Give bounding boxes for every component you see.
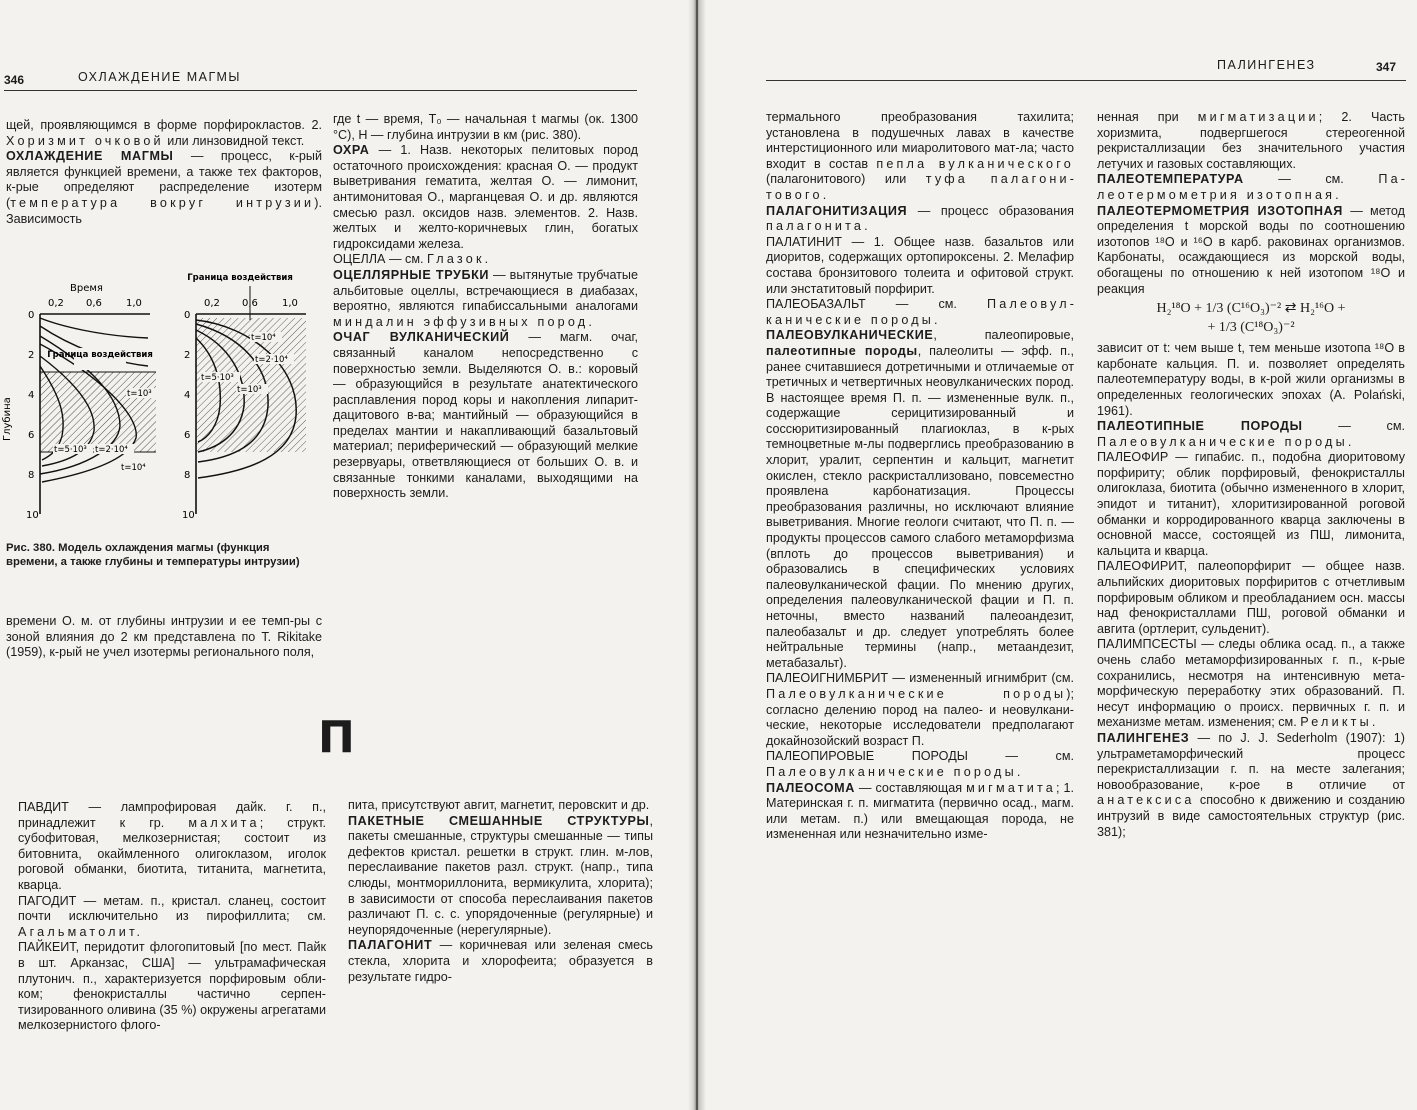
entry-text: ненная при xyxy=(1097,110,1198,124)
panel-left-ylabel: Глубина xyxy=(2,397,13,441)
cross-reference: температура вокруг интрузии xyxy=(10,195,315,210)
cross-reference: Хоризмит очковой xyxy=(6,133,164,148)
formula-line-2: + 1/3 (C¹⁸O₃)⁻² xyxy=(1207,320,1295,336)
tick-label: 1,0 xyxy=(126,298,142,309)
entry-text: ). Зависимость xyxy=(6,195,322,226)
entry-text: — по J. J. Sederholm (1907): 1) ультраметаморфический процесс перекристаллизации г. п. на месте залегания; новообразование, к-рое в отличие от xyxy=(1097,730,1405,792)
dictionary-entry xyxy=(6,118,322,149)
tick-label: 2 xyxy=(184,350,191,361)
figure-380 xyxy=(0,266,330,536)
dictionary-entry xyxy=(1097,450,1405,559)
header-rule xyxy=(4,90,637,91)
headword: ОХРА xyxy=(333,143,370,158)
headword: ПАКЕТНЫЕ СМЕШАННЫЕ СТРУКТУРЫ xyxy=(348,813,650,828)
headword: ПАЛАГОНИТИЗАЦИЯ xyxy=(766,203,908,218)
dictionary-entry xyxy=(333,330,638,502)
curve-label: t=5·10³ xyxy=(201,373,234,383)
entry-text: ПАЛЕОИГНИМБРИТ — измененный игнимбрит (см. xyxy=(766,671,1074,686)
entry-text: — процесс, к-рый является функцией времени, а также тех факторов, к-рые определяют распределение изотерм ( xyxy=(6,149,323,210)
boundary-label: Граница воздействия xyxy=(47,350,153,360)
tick-label: 4 xyxy=(184,390,191,401)
entry-text: ; структ. субофитовая, мелкозернистая; состоит из битовнита, окаймленного олигоклазом, иголок роговой обманки, биотита, титанита, магнетита, кварца. xyxy=(18,815,326,892)
running-head: ПАЛИНГЕНЕЗ xyxy=(1217,58,1316,72)
entry-text: где t — время, T₀ — начальная t магмы (ок. 1300 °C), H — глубина интрузии в км (рис. 380). xyxy=(333,112,638,142)
dictionary-entry xyxy=(333,143,638,252)
dictionary-entry xyxy=(766,297,1074,328)
cross-reference: Палеовулканические породы. xyxy=(1097,434,1355,449)
dictionary-entry xyxy=(333,268,638,330)
curve-label: t=10⁴ xyxy=(121,463,146,473)
entry-text: — магм. очаг, связанный каналом непосредственно с поверхностью земли. Выделяются О. в.: коровый — образующийся в результате анатектического расплавления пород коры и накопления липаритдацитового в-ва; мантийный — образующийся в пределах мантии и накапливающий базальтовый материал; периферический — образующий мелкие резервуары, ответвляющиеся от больших О. в. и связанные тонкими каналами, выходящими на поверхность земли. xyxy=(333,330,638,501)
entry-text: зависит от t: чем выше t, тем меньше изотопа ¹⁸O в карбонате кальция. П. и. позволяет определять палеотемпературу воды, в к-рой жили организмы в определенных геологических эпохах (A. Polański, 1961). xyxy=(1097,341,1405,418)
entry-text: — процесс образования xyxy=(907,203,1074,218)
tick-label: 8 xyxy=(28,470,35,481)
tick-label: 0,6 xyxy=(86,298,102,309)
column-left-2 xyxy=(333,112,638,502)
gutter-line xyxy=(696,0,698,1110)
tick-label: 2 xyxy=(28,350,35,361)
dictionary-entry xyxy=(766,110,1074,204)
curve-label: t=10³ xyxy=(127,389,152,399)
entry-text: ; 1. Материнская г. п. мигматита (первично осад., магм. или метам. п.) или вмещающая порода, не измененная или незначительно изме- xyxy=(766,780,1074,842)
entry-text: способно к движению и созданию интрузий в виде самостоятельных структур (рис. 381); xyxy=(1097,793,1405,839)
headword: ПАЛЕОТЕМПЕРАТУРА xyxy=(1097,172,1244,187)
cross-reference: малхита xyxy=(188,815,260,830)
column-right-2-after-formula xyxy=(1097,341,1405,840)
cross-reference: Палеотермометрия изотопная. xyxy=(1097,172,1405,202)
entry-text: ПАГОДИТ — метам. п., кристал. сланец, состоит почти исключительно из пирофиллита; см. xyxy=(18,893,326,924)
entry-text: ; 2. Часть хоризмита, подвергшегося стереогенной рекристаллизации без значительного участия летучих и газовых составляющих. xyxy=(1097,110,1405,171)
cross-reference: Палеовулканические породы. xyxy=(766,297,1074,327)
tick-label: 0,2 xyxy=(48,298,64,309)
curve-label: t=10⁴ xyxy=(251,333,276,343)
entry-text: ПАЛЕОФИР — гипабис. п., подобна диоритовому порфириту; облик порфировый, фенокристаллы олигоклаза, биотита (обычно измененного в хлорит, эпидот и титанит), хлоритизированной роговой обманки и корродированного кварца заключены в основной массе, состоящей из ПШ, лимонита, кальцита и кварца. xyxy=(1097,450,1405,558)
dictionary-entry xyxy=(766,749,1074,780)
header-rule xyxy=(766,80,1406,81)
section-letter: П xyxy=(318,712,355,763)
dictionary-entry xyxy=(1097,110,1405,172)
dictionary-entry xyxy=(18,940,326,1034)
entry-text: или линзовидной текст. xyxy=(163,133,305,148)
tick-label: 6 xyxy=(184,430,191,441)
entry-text: , палеолиты — эфф. п., ранее считавшиеся дотретичными и отличаемые от третичных и четвертичных неовулканических пород. В настоящее время П. п. — измененные вулк. п., содержащие серицитизированный и соссюритизированный плагиоклаз, в к-рых темноцветные м-лы подверглись преобразованию в хлорит, уралит, серпентин и кальцит, магнетит окислен, стекло раскристаллизовано, повсеместно проявлена карбонатизация. Процессы преобразования различны, но исключают влияние выветривания. Многие геологи считают, что П. п. — продукты процессов самого слабого метаморфизма (вплоть до процессов выветривания) и образовались в специфических условиях палеовулканической фации. По мнению других, определения палеовулканической фации и П. п. неточны, вместо названий палеоандезит, палеобазальт и др. следует употреблять более нейтральные термины (напр., метаандезит, метабазальт). xyxy=(766,343,1074,670)
tick-label: 0,6 xyxy=(242,298,258,309)
dictionary-entry xyxy=(348,814,653,939)
cross-reference: мигматизации xyxy=(1197,110,1319,124)
dictionary-entry xyxy=(333,252,638,268)
cross-reference: Реликты. xyxy=(1300,715,1379,730)
dictionary-entry xyxy=(766,671,1074,749)
cross-reference: Агальматолит. xyxy=(18,924,144,939)
entry-text: ОЦЕЛЛА — см. xyxy=(333,252,427,267)
headword: ОЦЕЛЛЯРНЫЕ ТРУБКИ xyxy=(333,267,490,282)
entry-text: — составляющая xyxy=(854,780,967,795)
dictionary-entry xyxy=(766,235,1074,297)
cross-reference: миндалин эффузивных пород. xyxy=(333,314,596,329)
figure-panel-right xyxy=(182,273,306,521)
tick-label: 10 xyxy=(26,510,39,521)
tick-label: 8 xyxy=(184,470,191,481)
dictionary-entry xyxy=(333,112,638,143)
dictionary-entry xyxy=(1097,731,1405,840)
dictionary-entry xyxy=(766,781,1074,843)
entry-text: — коричневая или зеленая смесь стекла, хлорита и хлорофеита; образуется в результате гидро- xyxy=(348,938,653,984)
curve-label: t=5·10³ xyxy=(54,445,87,455)
panel-left-xlabel: Время xyxy=(70,283,103,294)
cross-reference: туфа палагонитового. xyxy=(766,172,1074,202)
dictionary-entry xyxy=(1097,204,1405,298)
dictionary-entry xyxy=(1097,172,1405,203)
entry-text: , палеопировые, xyxy=(933,328,1074,343)
headword: ОЧАГ ВУЛКАНИЧЕСКИЙ xyxy=(333,330,510,345)
entry-text: — см. xyxy=(1302,419,1406,434)
page-number: 346 xyxy=(4,73,25,87)
headword: ПАЛЕОТИПНЫЕ ПОРОДЫ xyxy=(1097,419,1303,434)
column-left-1-p xyxy=(18,800,326,1034)
dictionary-entry xyxy=(348,798,653,814)
cross-reference: Палеовулканические породы xyxy=(766,686,1067,701)
entry-text: ); согласно делению пород на палео- и неовулканические, некоторые исследователи предполагают докайнозойский возраст П. xyxy=(766,686,1074,748)
cross-reference: палагонита. xyxy=(766,219,871,234)
cross-reference: Палеовулканические породы. xyxy=(766,764,1024,779)
column-left-2-p xyxy=(348,798,653,985)
curve-label: t=10³ xyxy=(237,385,262,395)
headword: ПАЛАГОНИТ xyxy=(348,938,433,953)
entry-text: ПАЙКЕИТ, перидотит флогопитовый [по мест. Пайк в шт. Арканзас, США] — ультрамафическая плутонич. п., характеризуется порфировым обликом; фенокристаллы частично серпентизированного оливина (35 %) окружены агрегатами мелкозернистого флого- xyxy=(18,940,326,1033)
dictionary-entry xyxy=(6,149,322,227)
entry-text: ПАЛАТИНИТ — 1. Общее назв. базальтов или диоритов, содержащих ортопироксены. 2. Мелафир состава бронзитового толеита и офитовой структ. или энстатитовый порфирит. xyxy=(766,234,1074,296)
panel-right-xlabel: Граница воздействия xyxy=(187,273,293,283)
column-right-2 xyxy=(1097,110,1405,840)
formula xyxy=(1097,299,1405,337)
cross-reference: Глазок. xyxy=(427,252,492,267)
entry-text: щей, проявляющимся в форме порфирокластов. 2. xyxy=(6,118,322,132)
entry-text: , пакеты смешанные, структуры смешанные — типы дефектов кристал. решетки в структ. глин. м-лов, переслаивание пакетов разл. структ. (напр., типа слюды, монтмориллонита, вермикулита, хлорита); в зависимости от способа переслаивания пакетов различают П. с. с. упорядоченные (регулярные) и неупорядоченные (нерегулярные). xyxy=(348,813,653,937)
cross-reference: пепла вулканического xyxy=(876,156,1074,171)
headword: ПАЛЕОВУЛКАНИЧЕСКИЕ xyxy=(766,328,934,343)
entry-text: (палагонитового) или xyxy=(766,172,926,187)
column-right-1 xyxy=(766,110,1074,843)
headword: ПАЛИНГЕНЕЗ xyxy=(1097,730,1190,745)
right-page xyxy=(700,0,1417,1110)
headword: ПАЛЕОТЕРМОМЕТРИЯ ИЗОТОПНАЯ xyxy=(1097,203,1343,218)
cross-reference: анатексиса xyxy=(1097,793,1195,808)
column-left-1-top xyxy=(6,118,322,227)
tick-label: 0,2 xyxy=(204,298,220,309)
dictionary-entry xyxy=(1097,341,1405,419)
figure-caption: Рис. 380. Модель охлаждения магмы (функция времени, а также глубины и температуры интрузии) xyxy=(6,542,300,568)
page-number: 347 xyxy=(1376,60,1397,74)
running-head: ОХЛАЖДЕНИЕ МАГМЫ xyxy=(78,70,241,84)
curve-label: t=2·10⁴ xyxy=(95,445,128,455)
entry-text: — 1. Назв. некоторых пелитовых пород остаточного происхождения: красная О. — продукт выветривания гематита, желтая О. — лимонит, антимонитовая О., марганцевая О. и др. являются смесью разл. оксидов назв. элементов. 2. Назв. желтых и желто-коричневых глин, богатых гидроксидами железа. xyxy=(333,143,638,251)
dictionary-entry xyxy=(766,204,1074,235)
tick-label: 0 xyxy=(28,310,35,321)
column-right-2-before-formula xyxy=(1097,110,1405,297)
column-left-1-bottom: времени О. м. от глубины интрузии и ее темп-ры с зоной влияния до 2 км представлена по T. Rikitake (1959), к-рый не учел изотермы регионального поля, xyxy=(6,614,322,660)
dictionary-entry xyxy=(1097,419,1405,450)
formula-line-1: H₂¹⁸O + 1/3 (C¹⁶O₃)⁻² ⇄ H₂¹⁶O + xyxy=(1156,301,1346,317)
entry-text: ПАЛИМПСЕСТЫ — следы облика осад. п., а также очень слабо метаморфизированных г. п., к-рые сохранились, несмотря на интенсивную метаморфическую переработку этих образований. П. несут информацию о происх. первичных г. п. и механизме метам. изменения; см. xyxy=(1097,637,1405,730)
headword: ОХЛАЖДЕНИЕ МАГМЫ xyxy=(6,149,174,164)
entry-text: ПАВДИТ — лампрофировая дайк. г. п., принадлежит к гр. xyxy=(18,800,326,830)
entry-text: — см. xyxy=(1243,172,1379,187)
dictionary-entry xyxy=(1097,559,1405,637)
left-page xyxy=(0,0,690,1110)
tick-label: 1,0 xyxy=(282,298,298,309)
entry-text: пита, присутствуют авгит, магнетит, перовскит и др. xyxy=(348,798,650,812)
headword: палеотипные породы xyxy=(766,343,918,358)
headword: ПАЛЕОСОМА xyxy=(766,780,855,795)
dictionary-entry xyxy=(1097,637,1405,731)
dictionary-entry xyxy=(18,894,326,941)
entry-text: ПАЛЕОФИРИТ, палеопорфирит — общее назв. альпийских диоритовых порфиритов с отчетливым порфировым обликом и преобладанием осн. массы над фенокристаллами ПШ, роговой обманки и авгита (ортлерит, сульденит). xyxy=(1097,559,1405,636)
dictionary-entry xyxy=(766,328,1074,671)
entry-text: — метод определения t морской воды по соотношению изотопов ¹⁸O и ¹⁶O в карб. раковинах организмов. Карбонаты, осаждающиеся из морской воды, обогащены по отношению к ней изотопом ¹⁸O и реакция xyxy=(1097,203,1405,296)
entry-text: — вытянутые трубчатые альбитовые оцеллы, встречающиеся в диабазах, вероятно, являются гипабиссальными аналогами xyxy=(333,267,638,314)
dictionary-entry xyxy=(348,938,653,985)
dictionary-entry xyxy=(18,800,326,894)
tick-label: 0 xyxy=(184,310,191,321)
curve-label: t=2·10⁴ xyxy=(255,355,288,365)
entry-text: ПАЛЕОБАЗАЛЬТ — см. xyxy=(766,297,987,312)
tick-label: 6 xyxy=(28,430,35,441)
tick-label: 10 xyxy=(182,510,195,521)
entry-text: ПАЛЕОПИРОВЫЕ ПОРОДЫ — см. xyxy=(766,749,1074,764)
entry-text: термального преобразования тахилита; установлена в подушечных лавах в качестве интерстиционного или миаролитового мат-ла; часто входит в состав xyxy=(766,110,1074,171)
cross-reference: мигматита xyxy=(966,780,1056,795)
tick-label: 4 xyxy=(28,390,35,401)
figure-panel-left xyxy=(2,283,156,521)
